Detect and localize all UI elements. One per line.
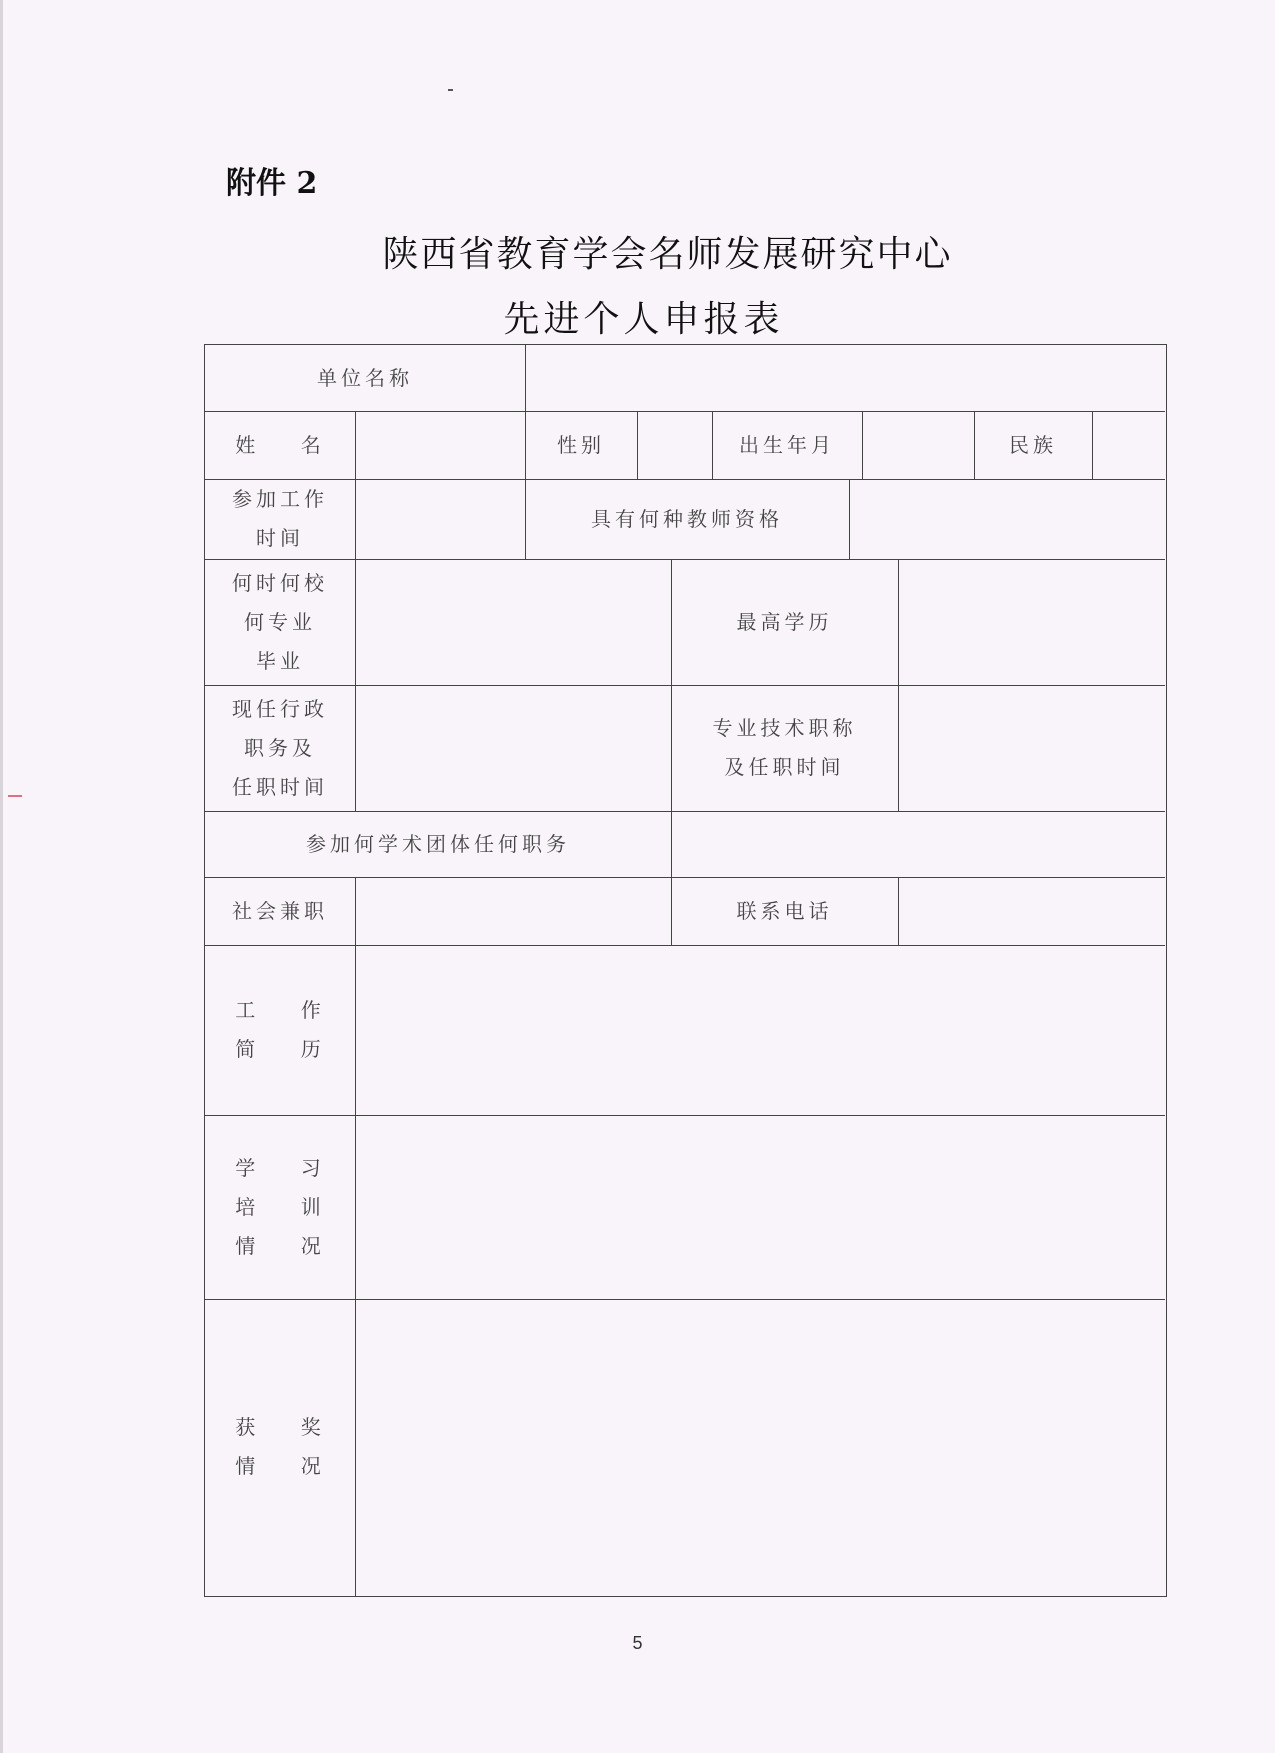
work-history-label: 工 作 简 历 xyxy=(235,998,325,1061)
application-form-table xyxy=(204,344,1167,1597)
work-start-label: 参加工作 时间 xyxy=(232,487,328,550)
academic-groups-label: 参加何学术团体任何职务 xyxy=(306,831,570,856)
work-start-field[interactable] xyxy=(355,479,525,559)
phone-label: 联系电话 xyxy=(736,898,833,923)
ethnicity-label: 民族 xyxy=(1009,432,1057,457)
admin-position-label: 现任行政 职务及 任职时间 xyxy=(232,696,328,799)
highest-education-label: 最高学历 xyxy=(736,609,833,634)
form-title: 陕西省教育学会名师发展研究中心 xyxy=(382,234,953,275)
awards-label: 获 奖 情 况 xyxy=(235,1415,325,1478)
teacher-qualification-label: 具有何种教师资格 xyxy=(591,506,783,531)
unit-name-field[interactable] xyxy=(525,345,1165,411)
page-number: 5 xyxy=(632,1633,643,1653)
professional-title-field[interactable] xyxy=(898,685,1165,811)
form-subtitle: 先进个人申报表 xyxy=(503,299,784,340)
teacher-qualification-field[interactable] xyxy=(849,479,1165,559)
graduation-field[interactable] xyxy=(355,559,671,685)
ethnicity-field[interactable] xyxy=(1092,411,1165,479)
social-positions-field[interactable] xyxy=(355,877,671,945)
birth-date-label: 出生年月 xyxy=(739,432,835,457)
gender-field[interactable] xyxy=(637,411,712,479)
margin-mark xyxy=(8,795,22,797)
admin-position-field[interactable] xyxy=(355,685,671,811)
social-positions-label: 社会兼职 xyxy=(232,898,328,923)
birth-date-field[interactable] xyxy=(862,411,974,479)
work-history-field[interactable] xyxy=(355,945,1165,1115)
gender-label: 性别 xyxy=(557,432,605,457)
page-edge xyxy=(0,0,3,1753)
speck xyxy=(448,89,453,91)
name-field[interactable] xyxy=(355,411,525,479)
academic-groups-field[interactable] xyxy=(671,811,1165,877)
attachment-label: 附件 2 xyxy=(226,166,318,201)
graduation-label: 何时何校 何专业 毕业 xyxy=(232,570,328,673)
phone-field[interactable] xyxy=(898,877,1165,945)
name-label: 姓 名 xyxy=(235,432,325,457)
unit-name-label: 单位名称 xyxy=(317,365,413,390)
professional-title-label: 专业技术职称 及任职时间 xyxy=(712,716,857,779)
awards-field[interactable] xyxy=(355,1299,1165,1595)
training-label: 学 习 培 训 情 况 xyxy=(235,1155,325,1258)
training-field[interactable] xyxy=(355,1115,1165,1299)
highest-education-field[interactable] xyxy=(898,559,1165,685)
